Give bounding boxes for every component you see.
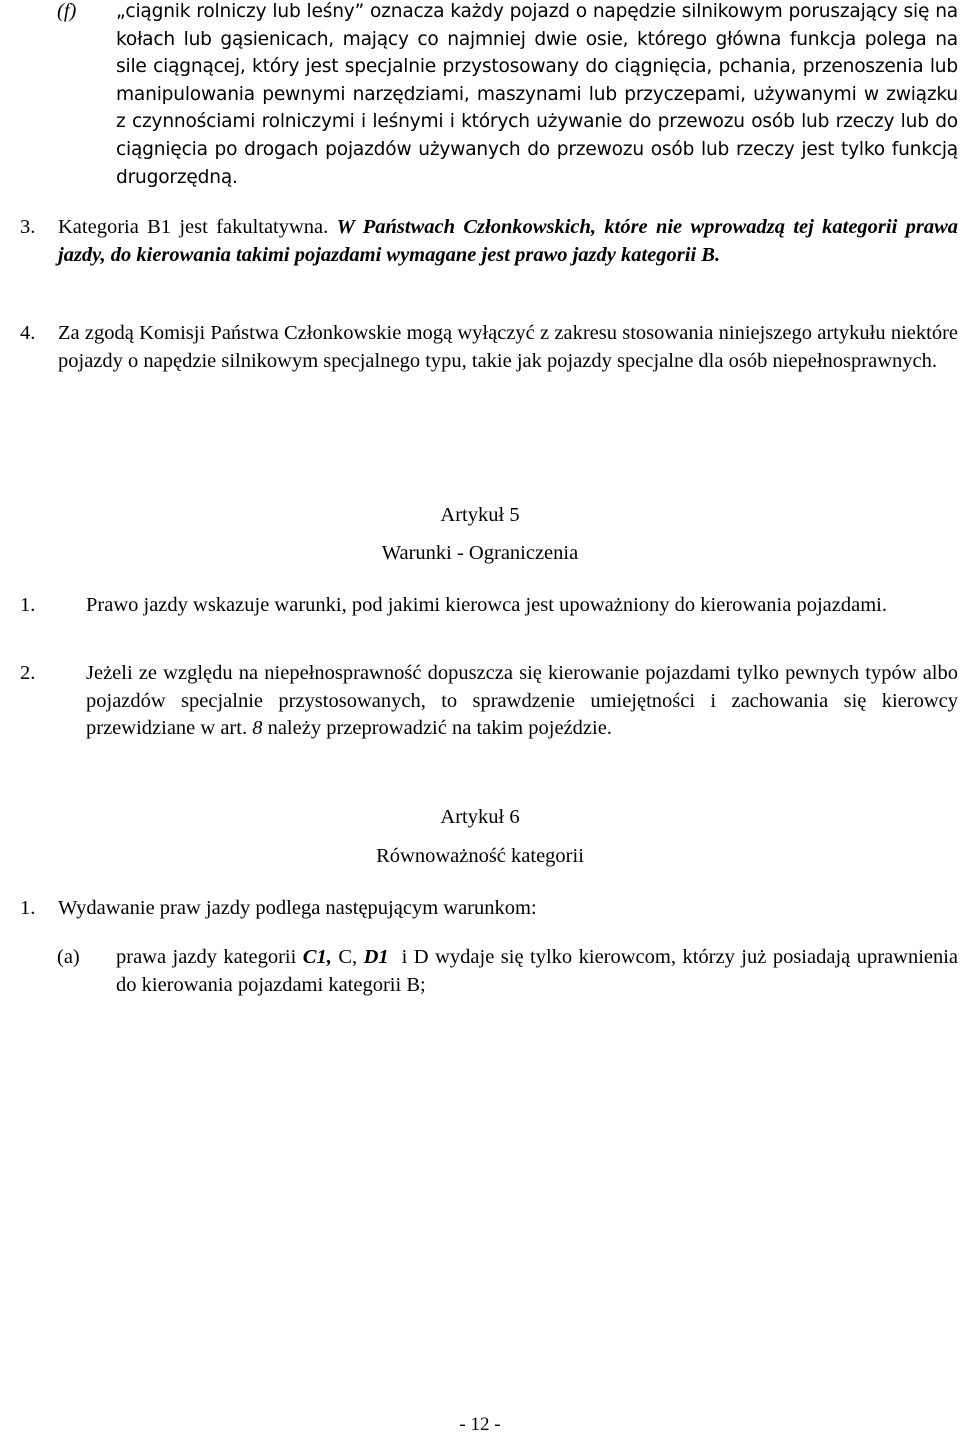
category-c1: C1,	[302, 946, 332, 968]
article-6-title: Artykuł 6	[440, 806, 520, 828]
category-d1: D1	[363, 946, 389, 968]
point-3-regular: Kategoria B1 jest fakultatywna.	[58, 216, 329, 238]
point-4-text: Za zgodą Komisji Państwa Członkowskie mogą wyłączyć z zakresu stosowania niniejszego artykułu niektóre pojazdy o napędzie silnikowym specjalnego typu, takie jak pojazdy specjalne dla osób niepełnosprawnych.	[58, 322, 958, 372]
article-5-title: Artykuł 5	[440, 504, 520, 526]
category-c: C,	[338, 946, 358, 968]
article-reference-number: 8	[252, 717, 263, 740]
item-a-marker: (a)	[57, 946, 80, 968]
article-5-point-2-marker: 2.	[20, 662, 36, 684]
article-5-point-2-text	[86, 660, 958, 743]
item-f-marker: (f)	[57, 0, 77, 22]
point-3-emphasis: W Państwach Członkowskich, które nie wprowadzą tej kategorii prawa jazdy, do kierowania takimi pojazdami wymagane jest prawo jazdy kategorii B.	[58, 216, 958, 266]
article-5-subtitle: Warunki - Ograniczenia	[381, 542, 579, 564]
article-5-point-1-marker: 1.	[20, 594, 36, 616]
item-a-text-after: i D wydaje się tylko kierowcom, którzy już posiadają uprawnienia do kierowania pojazdami kategorii B;	[116, 946, 959, 996]
article-6-point-1-text: Wydawanie praw jazdy podlega następującym warunkom:	[58, 897, 537, 919]
point-3-marker: 3.	[20, 216, 36, 238]
article-5-point-2-text-after: należy przeprowadzić na takim pojeździe.	[267, 717, 612, 740]
article-6-point-1-marker: 1.	[20, 897, 36, 919]
item-f-text: „ciągnik rolniczy lub leśny” oznacza każdy pojazd o napędzie silnikowym poruszający się na kołach lub gąsienicach, mający co najmniej dwie osie, którego główna funkcja polega na sile ciągnącej, który jest specjalnie przystosowany do ciągnięcia, pchania, przenoszenia lub manipulowania pewnymi narzędziami, maszynami lub przyczepami, używanymi w związku z czynnościami rolniczymi i leśnymi i których używanie do przewozu osób lub rzeczy lub do ciągnięcia po drogach pojazdów używanych do przewozu osób lub rzeczy jest tylko funkcją drugorzędną.	[116, 1, 958, 188]
point-3-text	[58, 214, 958, 269]
article-5-point-1-text: Prawo jazdy wskazuje warunki, pod jakimi kierowca jest upoważniony do kierowania pojazdami.	[86, 594, 887, 616]
page-number: - 12 -	[459, 1414, 501, 1435]
item-a-text	[116, 944, 958, 999]
item-a-text-before: prawa jazdy kategorii	[116, 946, 297, 968]
article-6-subtitle: Równoważność kategorii	[376, 845, 584, 867]
article-5-point-2-text-before: Jeżeli ze względu na niepełnosprawność dopuszcza się kierowanie pojazdami tylko pewnych typów albo pojazdów specjalnie przystosowanych, to sprawdzenie umiejętności i zachowania się kierowcy przewidziane w art.	[86, 662, 958, 740]
point-4-marker: 4.	[20, 322, 36, 344]
